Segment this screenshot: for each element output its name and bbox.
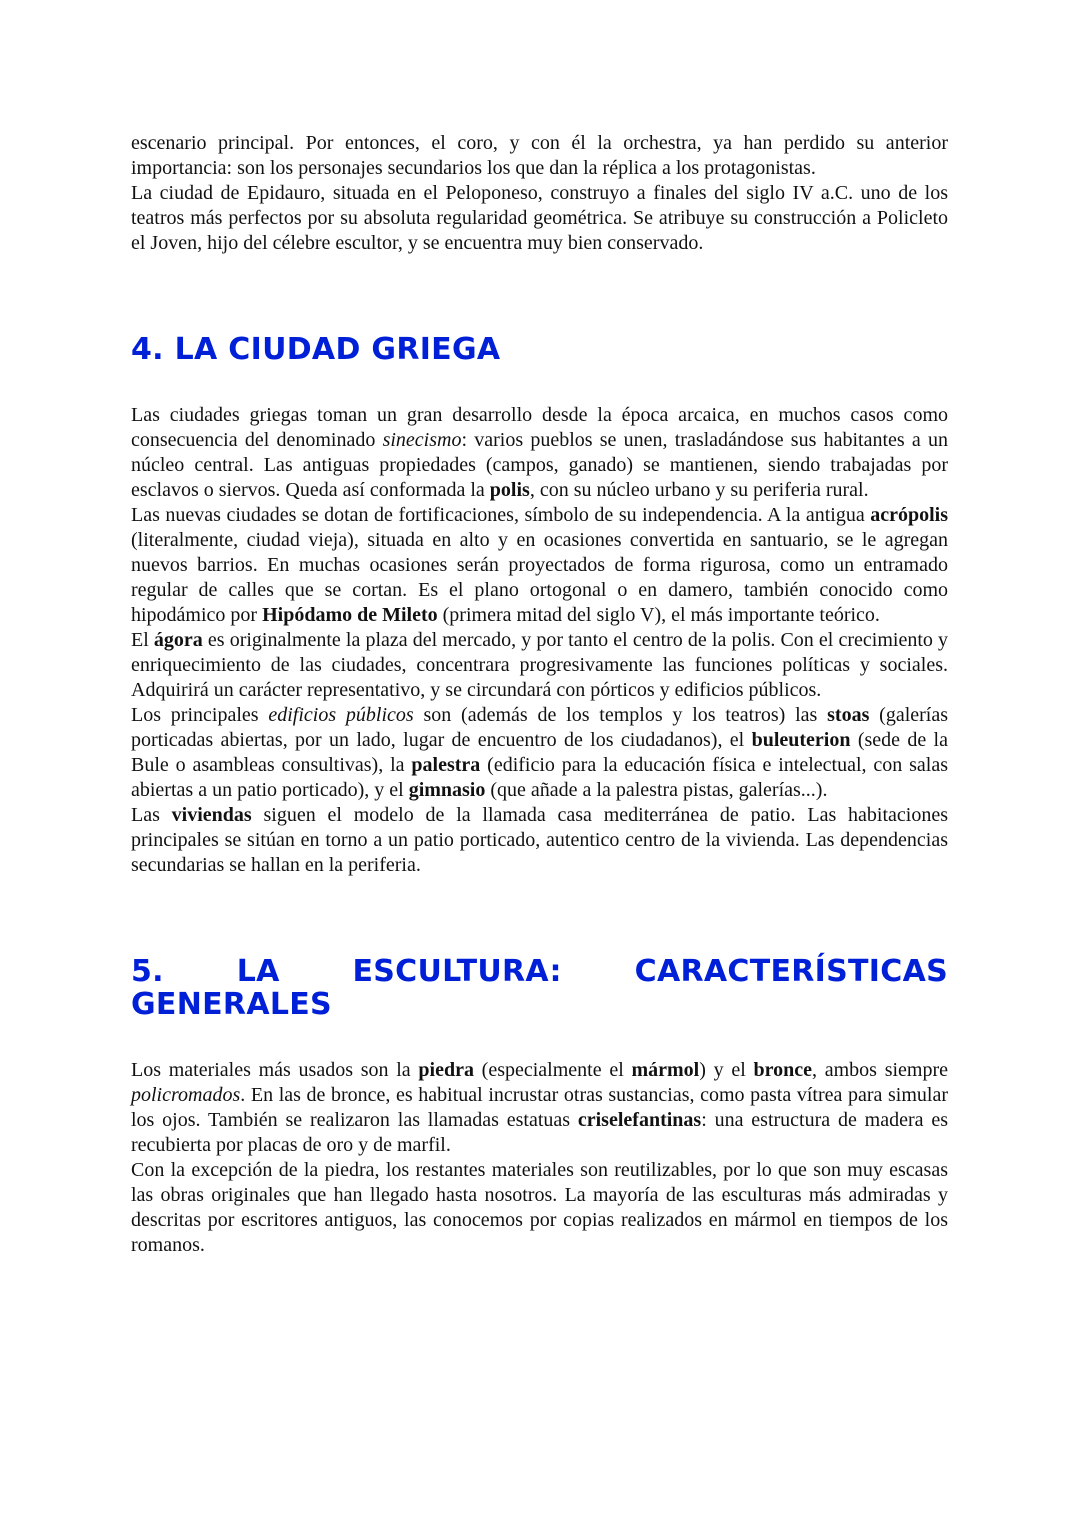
text-run: Los materiales más usados son la [131, 1059, 419, 1081]
section-4-paragraph-edificios [131, 703, 948, 803]
text-run: La ciudad de Epidauro, situada en el Peloponeso, construyo a finales del siglo IV a.C. uno de los teatros más perfectos por su absoluta regularidad geométrica. Se atribuye su construcción a Policleto el Joven, hijo del célebre escultor, y se encuentra muy bien conservado. [131, 182, 948, 254]
section-5-heading-line-1 [131, 955, 948, 988]
heading-word: ESCULTURA: [352, 954, 562, 989]
section-4-paragraph-acropolis [131, 503, 948, 628]
text-run: (primera mitad del siglo V), el más importante teórico. [437, 604, 880, 626]
bold-term: gimnasio [408, 779, 486, 801]
text-run: Con la excepción de la piedra, los restantes materiales son reutilizables, por lo que son muy escasas las obras originales que han llegado hasta nosotros. La mayoría de las esculturas más admiradas y descritas por escritores antiguos, las conocemos por copias realizados en mármol en tiempos de los romanos. [131, 1159, 948, 1256]
section-5-heading-line-2: GENERALES [131, 987, 332, 1022]
bold-term: acrópolis [870, 504, 948, 526]
bold-term: Hipódamo de Mileto [262, 604, 438, 626]
bold-term: viviendas [171, 804, 252, 826]
intro-paragraph-1 [131, 131, 948, 181]
bold-term: stoas [827, 704, 870, 726]
bold-term: criselefantinas [577, 1109, 702, 1131]
bold-term: mármol [631, 1059, 700, 1081]
bold-term: palestra [411, 754, 481, 776]
heading-word: 5. [131, 954, 164, 989]
section-5-heading [131, 955, 948, 1021]
bold-term: buleuterion [751, 729, 851, 751]
text-run: ) y el [699, 1059, 754, 1081]
intro-paragraph-2 [131, 181, 948, 256]
section-4-paragraph-agora [131, 628, 948, 703]
text-run: (galerías porticadas abiertas, por un lado, lugar de encuentro de los ciudadanos), el [131, 704, 949, 751]
text-run: , ambos siempre [812, 1059, 949, 1081]
bold-term: piedra [418, 1059, 474, 1081]
text-run: . En las de bronce, es habitual incrustar otras sustancias, como pasta vítrea para simular los ojos. También se realizaron las llamadas estatuas [131, 1084, 948, 1131]
section-5-paragraph-materiales [131, 1058, 948, 1158]
heading-word: CARACTERÍSTICAS [634, 954, 948, 989]
italic-term: sinecismo [382, 429, 462, 451]
text-run: Las [131, 804, 172, 826]
text-run: (literalmente, ciudad vieja), situada en alto y en ocasiones convertida en santuario, se le agregan nuevos barrios. En muchas ocasiones serán proyectados de forma rigurosa, como un entramado regular de calles que se cortan. Es el plano ortogonal o en damero, también conocido como hipodámico por [131, 529, 948, 626]
text-run: : una estructura de madera es recubierta por placas de oro y de marfil. [131, 1109, 949, 1156]
bold-term: bronce [753, 1059, 813, 1081]
heading-word: LA [236, 954, 280, 989]
italic-term: edificios públicos [268, 704, 414, 726]
section-4-heading: 4. LA CIUDAD GRIEGA [131, 332, 501, 367]
text-run: (que añade a la palestra pistas, galerías...). [485, 779, 828, 801]
text-run: son (además de los templos y los teatros) las [413, 704, 828, 726]
text-run: Las nuevas ciudades se dotan de fortificaciones, símbolo de su independencia. A la antigua [131, 504, 871, 526]
section-4-paragraph-polis [131, 403, 948, 503]
document-page [131, 131, 948, 1258]
text-run: siguen el modelo de la llamada casa mediterránea de patio. Las habitaciones principales se sitúan en torno a un patio porticado, autentico centro de la vivienda. Las dependencias secundarias se hallan en la periferia. [131, 804, 948, 876]
text-run: : varios pueblos se unen, trasladándose sus habitantes a un núcleo central. Las antiguas propiedades (campos, ganado) se mantienen, siendo trabajadas por esclavos o siervos. Queda así conformada la [131, 429, 948, 501]
bold-term: ágora [153, 629, 203, 651]
text-run: Las ciudades griegas toman un gran desarrollo desde la época arcaica, en muchos casos como consecuencia del denominado [131, 404, 948, 451]
text-run: (sede de la Bule o asambleas consultivas), la [131, 729, 948, 776]
section-5-paragraph-copias [131, 1158, 948, 1258]
text-run: , con su núcleo urbano y su periferia rural. [529, 479, 869, 501]
section-4-paragraph-viviendas [131, 803, 948, 878]
text-run: (edificio para la educación física e intelectual, con salas abiertas a un patio porticado), y el [131, 754, 949, 801]
text-run: El [131, 629, 154, 651]
bold-term: polis [489, 479, 530, 501]
text-run: escenario principal. Por entonces, el coro, y con él la orchestra, ya han perdido su anterior importancia: son los personajes secundarios los que dan la réplica a los protagonistas. [131, 132, 948, 179]
italic-term: policromados [131, 1084, 241, 1106]
text-run: Los principales [131, 704, 269, 726]
text-run: (especialmente el [473, 1059, 632, 1081]
text-run: es originalmente la plaza del mercado, y por tanto el centro de la polis. Con el crecimiento y enriquecimiento de las ciudades, concentrara progresivamente las funciones políticas y sociales. Adquirirá un carácter representativo, y se circundará con pórticos y edificios públicos. [131, 629, 948, 701]
